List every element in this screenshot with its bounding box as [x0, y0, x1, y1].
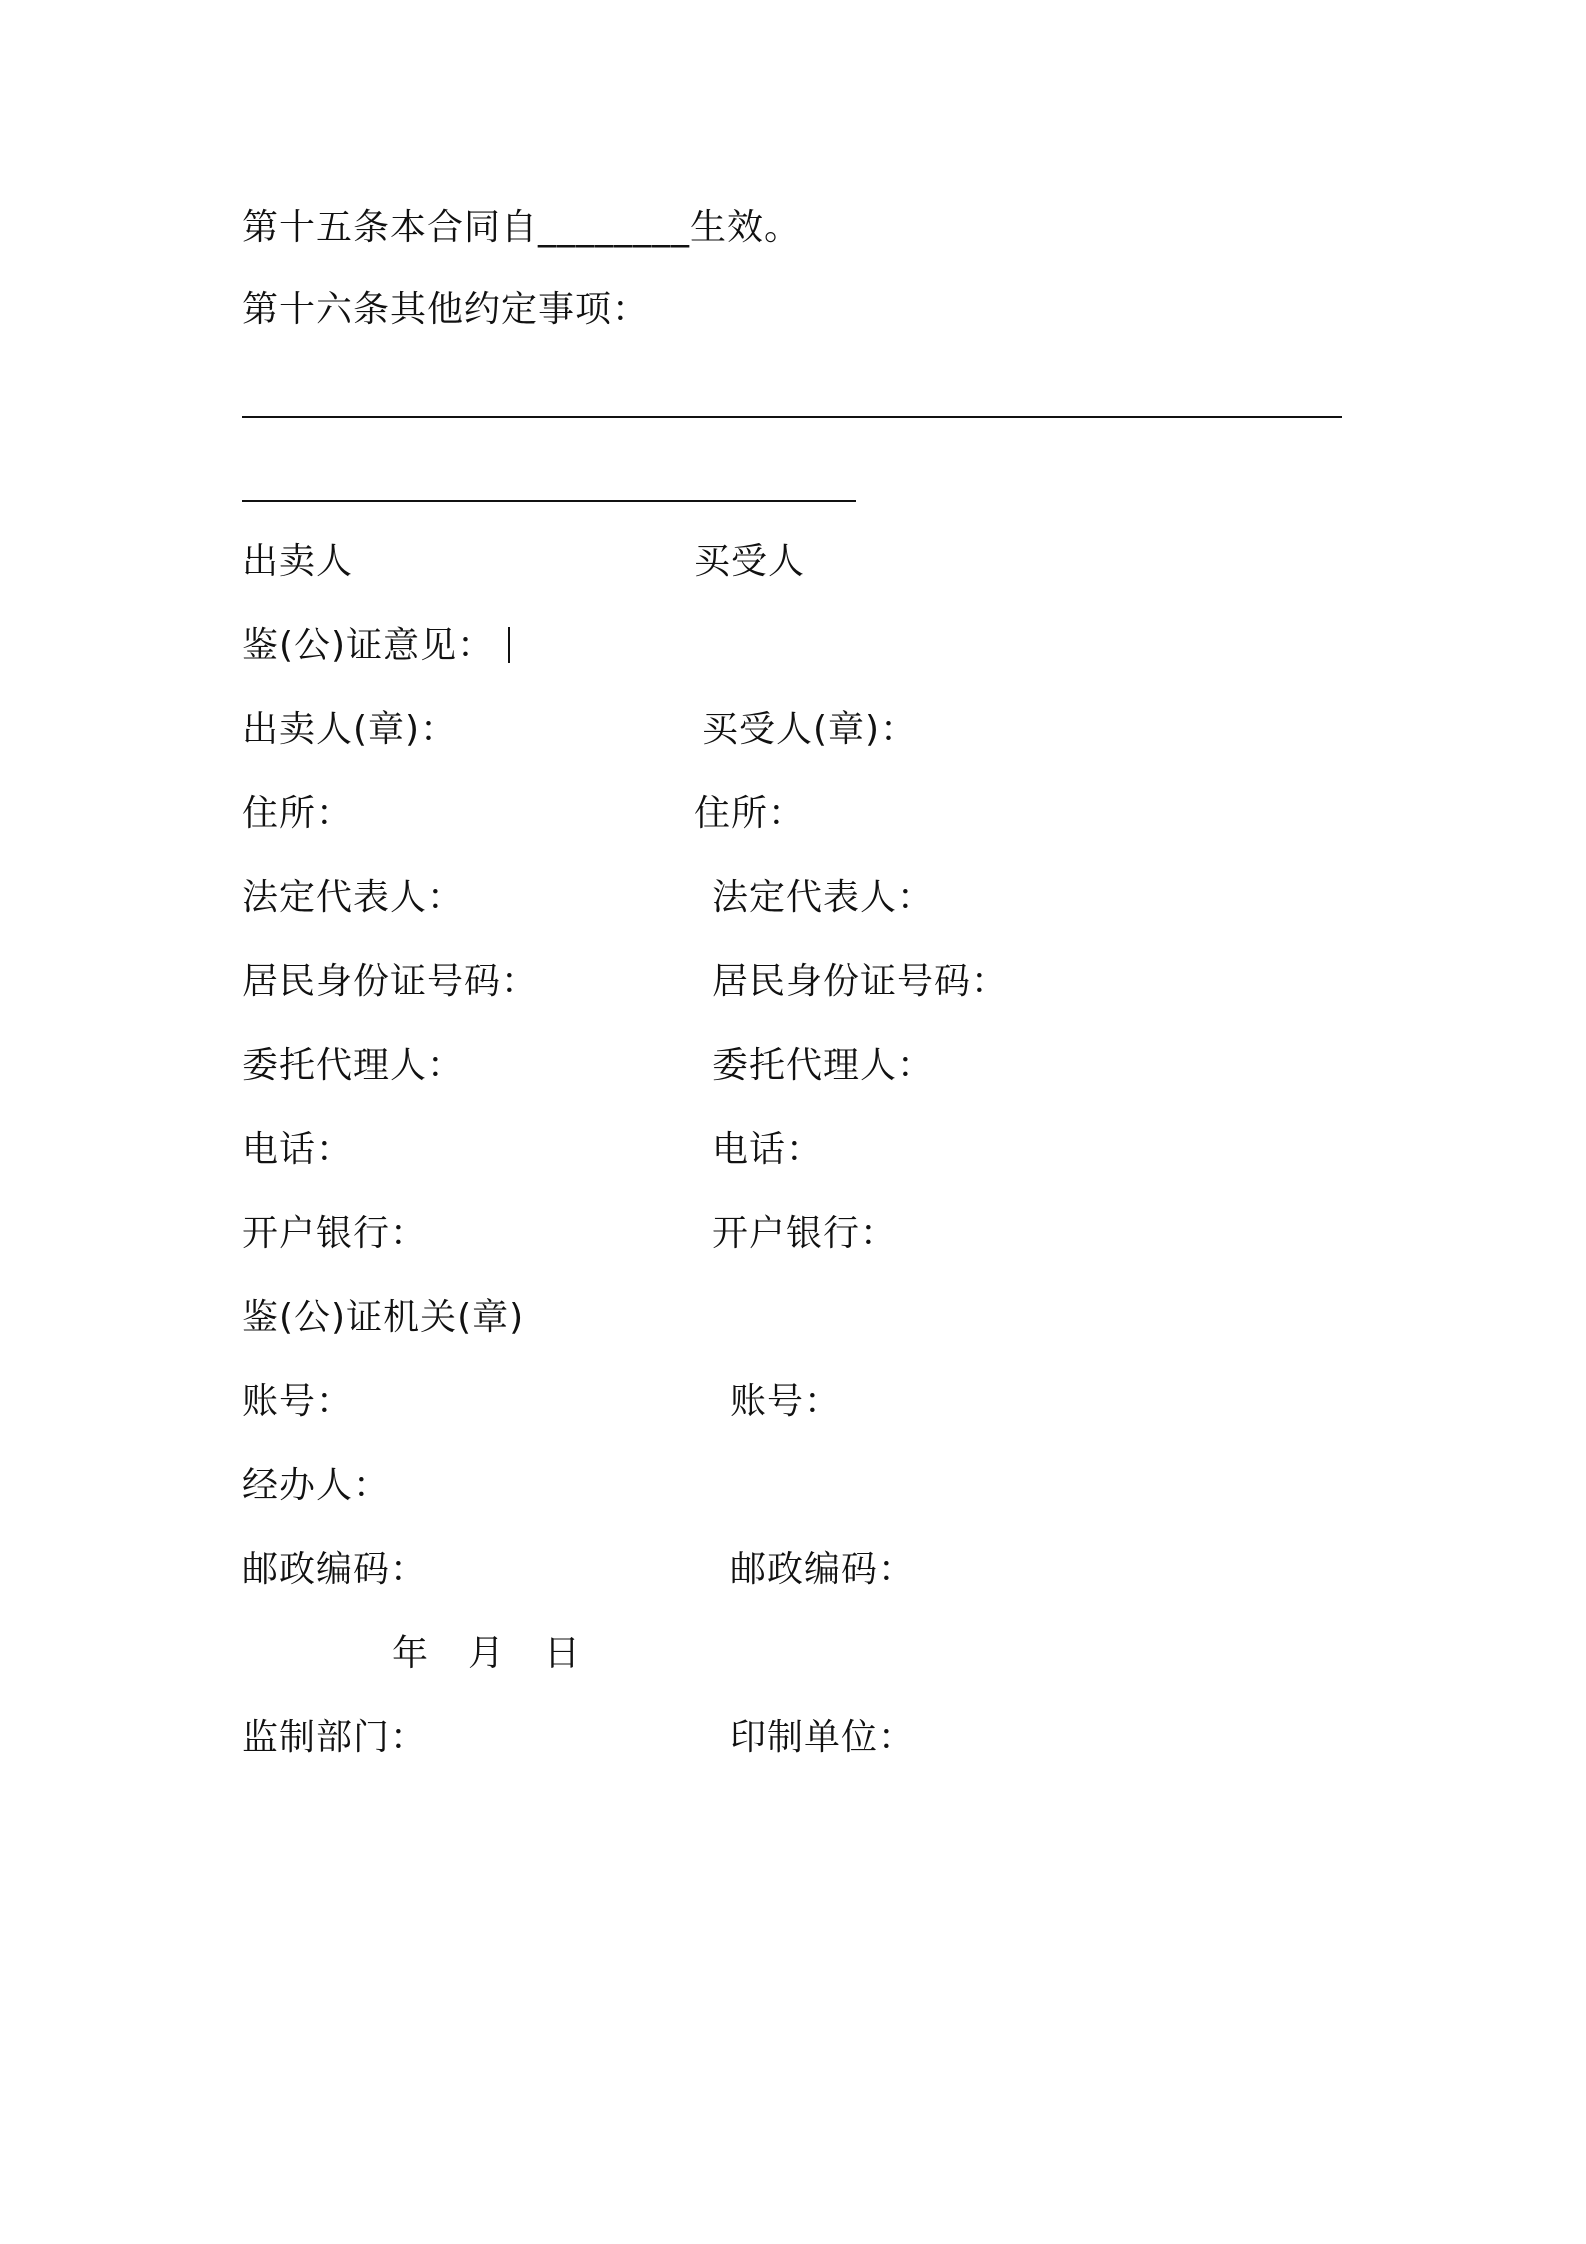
- text-cursor: [508, 627, 510, 663]
- buyer-legal-rep-label: 法定代表人：: [712, 877, 935, 918]
- clause-15-blank[interactable]: ________: [538, 207, 691, 248]
- printer-label: 印制单位：: [730, 1717, 916, 1758]
- clause-15: [242, 206, 801, 250]
- clause-16: 第十六条其他约定事项：: [242, 289, 650, 330]
- buyer-bank-label: 开户银行：: [712, 1213, 898, 1254]
- buyer-account-label: 账号：: [730, 1381, 842, 1422]
- date-day: 日: [544, 1633, 582, 1674]
- clause-15-suffix: 生效。: [690, 207, 802, 248]
- buyer-agent-label: 委托代理人：: [712, 1045, 935, 1086]
- seller-phone-label: 电话：: [242, 1129, 354, 1170]
- buyer-address-label: 住所：: [694, 793, 806, 834]
- notary-office-seal-label: 鉴(公)证机关(章): [242, 1297, 525, 1338]
- fill-in-line-1[interactable]: [242, 416, 1342, 418]
- supervisor-label: 监制部门：: [242, 1717, 428, 1758]
- fill-in-line-2[interactable]: [242, 500, 856, 502]
- seller-heading: 出卖人: [242, 541, 354, 582]
- buyer-phone-label: 电话：: [712, 1129, 824, 1170]
- seller-legal-rep-label: 法定代表人：: [242, 877, 465, 918]
- seller-seal-label: 出卖人(章)：: [242, 709, 458, 750]
- seller-agent-label: 委托代理人：: [242, 1045, 465, 1086]
- buyer-id-number-label: 居民身份证号码：: [712, 961, 1009, 1002]
- clause-15-text: 第十五条本合同自: [242, 207, 539, 248]
- seller-postal-code-label: 邮政编码：: [242, 1549, 428, 1590]
- notary-opinion-label: 鉴(公)证意见：: [242, 625, 495, 666]
- seller-address-label: 住所：: [242, 793, 354, 834]
- buyer-seal-label: 买受人(章)：: [702, 709, 918, 750]
- date-year: 年: [392, 1633, 430, 1674]
- seller-account-label: 账号：: [242, 1381, 354, 1422]
- notary-opinion: [242, 624, 510, 668]
- seller-bank-label: 开户银行：: [242, 1213, 428, 1254]
- seller-id-number-label: 居民身份证号码：: [242, 961, 539, 1002]
- buyer-postal-code-label: 邮政编码：: [730, 1549, 916, 1590]
- buyer-heading: 买受人: [694, 541, 806, 582]
- date-month: 月: [468, 1633, 506, 1674]
- handler-label: 经办人：: [242, 1465, 391, 1506]
